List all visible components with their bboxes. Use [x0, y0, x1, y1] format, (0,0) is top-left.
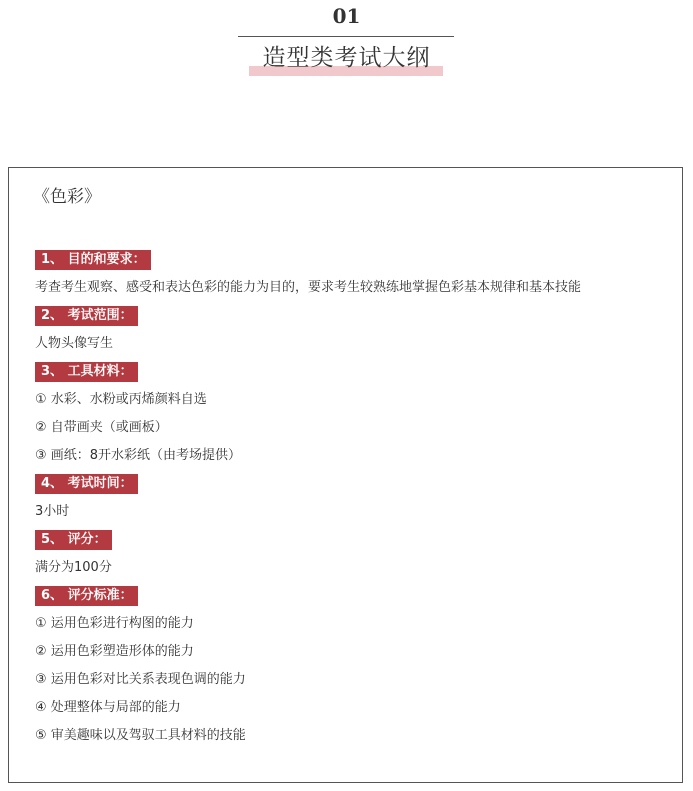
- item-text: ② 自带画夹（或画板）: [35, 420, 168, 435]
- section-title: 《色彩》: [33, 187, 101, 207]
- item-text: 3小时: [35, 504, 70, 519]
- heading-badge: 2、 考试范围：: [35, 306, 138, 326]
- item-text: 人物头像写生: [35, 336, 114, 351]
- list-item: [35, 610, 675, 638]
- page-title-wrap: [0, 42, 693, 78]
- header: [0, 0, 693, 90]
- section-heading-row: [35, 470, 675, 498]
- heading-badge: 5、 评分：: [35, 530, 112, 550]
- item-text: ① 水彩、水粉或丙烯颜料自选: [35, 392, 207, 407]
- item-text: ① 运用色彩进行构图的能力: [35, 616, 194, 631]
- header-divider: [238, 36, 454, 37]
- list-item: [35, 498, 675, 526]
- item-text: 满分为100分: [35, 560, 112, 575]
- item-text: ③ 画纸：8开水彩纸（由考场提供）: [35, 448, 242, 463]
- heading-badge: 6、 评分标准：: [35, 586, 138, 606]
- section-heading-row: [35, 246, 675, 274]
- section-heading-row: [35, 358, 675, 386]
- item-text: ③ 运用色彩对比关系表现色调的能力: [35, 672, 246, 687]
- section-heading-row: [35, 582, 675, 610]
- section-heading-row: [35, 302, 675, 330]
- list-item: [35, 414, 675, 442]
- list-item: [35, 274, 675, 302]
- item-text: ④ 处理整体与局部的能力: [35, 700, 181, 715]
- list-item: [35, 694, 675, 722]
- heading-badge: 4、 考试时间：: [35, 474, 138, 494]
- list-item: [35, 554, 675, 582]
- page-title: 造型类考试大纲: [262, 45, 431, 71]
- list-item: [35, 666, 675, 694]
- content-box: [8, 167, 683, 783]
- list-item: [35, 638, 675, 666]
- list-item: [35, 442, 675, 470]
- list-item: [35, 330, 675, 358]
- heading-badge: 1、 目的和要求：: [35, 250, 151, 270]
- item-text: 考查考生观察、感受和表达色彩的能力为目的，要求考生较熟练地掌握色彩基本规律和基本技能: [35, 280, 582, 295]
- list-item: [35, 386, 675, 414]
- item-text: ⑤ 审美趣味以及驾驭工具材料的技能: [35, 728, 246, 743]
- section-number: 01: [332, 4, 361, 28]
- heading-badge: 3、 工具材料：: [35, 362, 138, 382]
- list-item: [35, 722, 675, 750]
- section-heading-row: [35, 526, 675, 554]
- syllabus-list: [35, 246, 675, 750]
- item-text: ② 运用色彩塑造形体的能力: [35, 644, 194, 659]
